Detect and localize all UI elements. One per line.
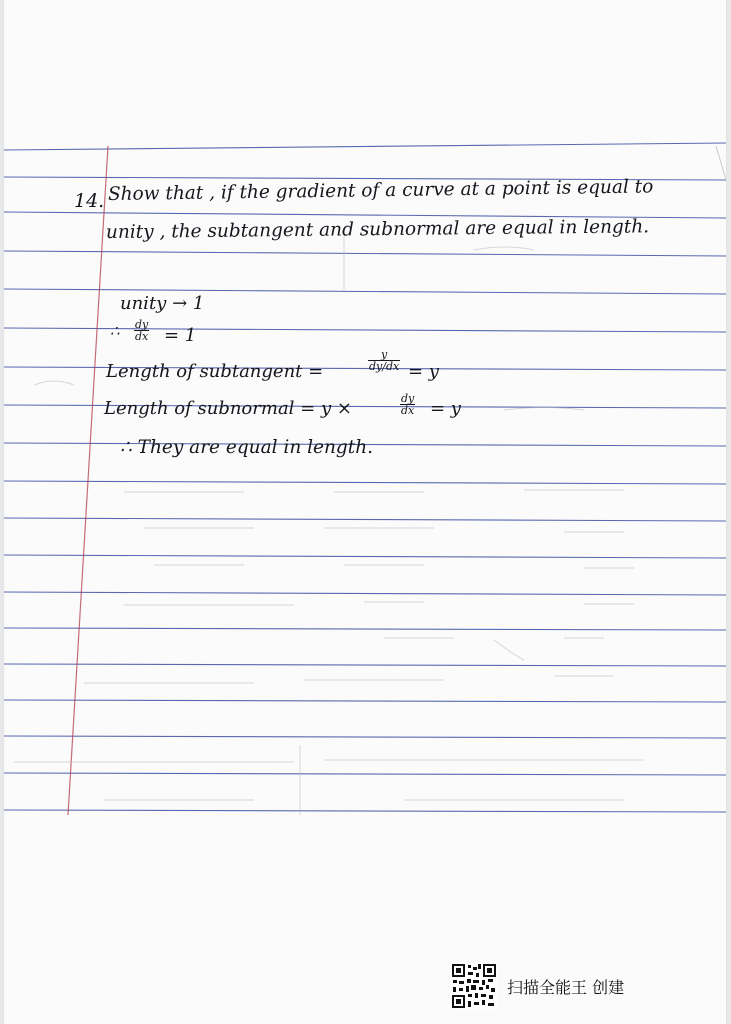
step-unity: unity → 1 (120, 293, 205, 314)
step-therefore-symbol: ∴ (110, 322, 120, 340)
scanner-app-label: 扫描全能王 创建 (507, 977, 625, 997)
fraction-numerator: dy (401, 392, 415, 405)
fraction-dy-dx (134, 319, 149, 342)
subtangent-label: Length of subtangent = (106, 361, 324, 382)
fraction-denominator: dx (135, 330, 149, 343)
qr-code-icon (451, 963, 497, 1009)
scanner-watermark (451, 963, 624, 1009)
subnormal-result: = y (430, 398, 461, 419)
conclusion: ∴ They are equal in length. (120, 437, 373, 458)
step-equals-one: = 1 (164, 325, 197, 346)
margin-line (68, 146, 108, 815)
fraction-numerator: y (381, 348, 388, 361)
notebook-page (4, 0, 726, 1024)
fraction-numerator: dy (135, 318, 149, 331)
fraction-denominator: dx (401, 404, 415, 417)
subtangent-result: = y (408, 361, 439, 382)
fraction-y-over-dydx (368, 349, 400, 372)
question-line-2: unity , the subtangent and subnormal are equal in length. (105, 216, 650, 243)
question-line-1: Show that , if the gradient of a curve at a point is equal to (107, 176, 654, 205)
question-number: 14. (74, 190, 105, 212)
ruled-lines (4, 0, 726, 1024)
subnormal-label: Length of subnormal = y × (104, 398, 352, 419)
fraction-denominator: dy/dx (369, 360, 400, 373)
fraction-dy-dx-2 (400, 393, 415, 416)
